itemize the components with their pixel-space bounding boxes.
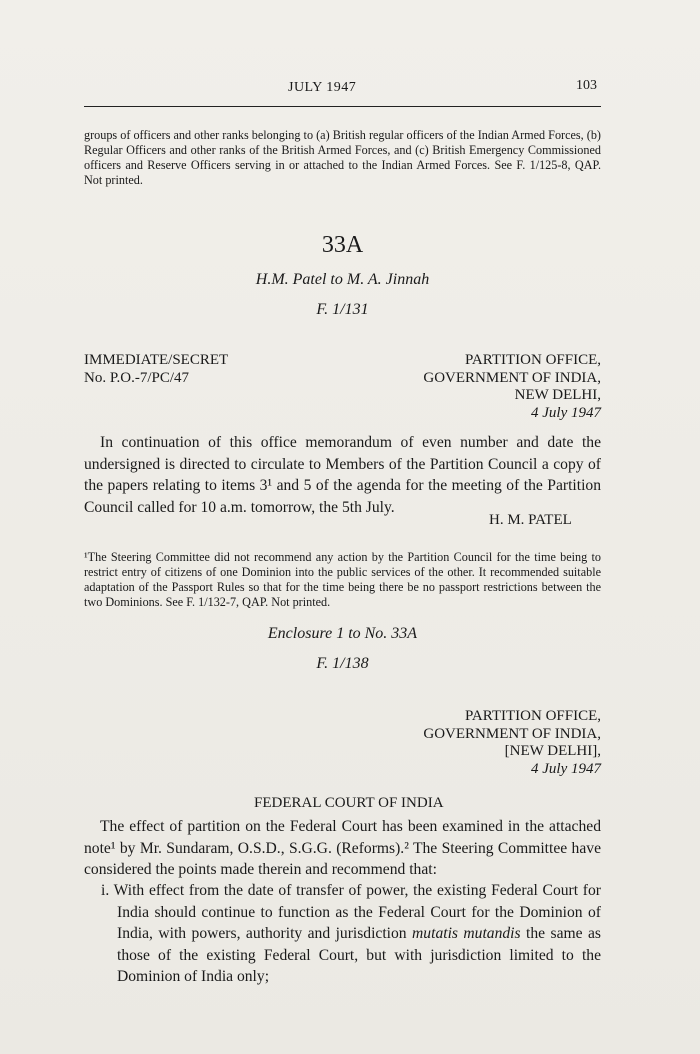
document-title: H.M. Patel to M. A. Jinnah [255,271,430,288]
address-line: NEW DELHI, [514,387,601,403]
address-line: PARTITION OFFICE, [464,352,601,368]
enclosure-date: 4 July 1947 [531,760,601,777]
item-text: the same as those of the existing Federal Court, but with jurisdiction limited to the Dominion of India only; [117,925,601,985]
item-text-italic: mutatis mutandis [412,925,521,942]
memo-body: In continuation of this office memorandum of even number and date the undersigned is directed to circulate to Members of the Partition Council a copy of the papers relating to items 3¹ and 5 of the agenda for the meeting of the Partition Council called for 10 a.m. tomorrow, the 5th July. [84,434,601,516]
footnote-1: ¹The Steering Committee did not recommend any action by the Partition Council for the time being to restrict entry of citizens of one Dominion into the public services of the other. It recommended suitable adaptation of the Passport Rules so that for the time being there be no passport restrictions between the two Dominions. See F. 1/132-7, QAP. Not printed. [84,550,601,609]
enclosure-paragraph: The effect of partition on the Federal Court has been examined in the attached note¹ by Mr. Sundaram, O.S.D., S.G.G. (Reforms).² The Steering Committee have considered the points made therein and recommend that: [84,818,601,878]
enclosure-file-reference: F. 1/138 [316,655,369,672]
address-line: GOVERNMENT OF INDIA, [423,369,601,386]
address-line: GOVERNMENT OF INDIA, [423,725,601,742]
enclosure-title: Enclosure 1 to No. 33A [267,625,418,642]
section-heading: FEDERAL COURT OF INDIA [254,795,444,811]
letter-date: 4 July 1947 [531,404,601,421]
reference-number: No. P.O.-7/PC/47 [84,370,190,386]
recommendation-item-i [84,880,601,988]
address-line: PARTITION OFFICE, [464,708,601,724]
running-header: JULY 1947 [288,80,357,95]
continuation-footnote: groups of officers and other ranks belonging to (a) British regular officers of the Indian Armed Forces, (b) Regular Officers and other ranks of the British Armed Forces, and (c) British Emergency Commissioned officers and Reserve Officers serving in or attached to the Indian Armed Forces. See F. 1/125-8, QAP. Not printed. [84,128,601,187]
page-number: 103 [576,78,597,93]
file-reference: F. 1/131 [316,301,369,318]
signature: H. M. PATEL [489,512,572,528]
enclosure-sender-address [330,708,601,778]
item-text: i. With effect from the date of transfer of power, the existing Federal Court for India should continue to function as the Federal Court for the Dominion of India, with powers, authority and jurisdiction [101,882,601,942]
document-number: 33A [321,232,364,258]
address-line: [NEW DELHI], [504,743,601,759]
classification: IMMEDIATE/SECRET [84,352,229,368]
header-rule [84,106,601,107]
sender-address [330,352,601,422]
